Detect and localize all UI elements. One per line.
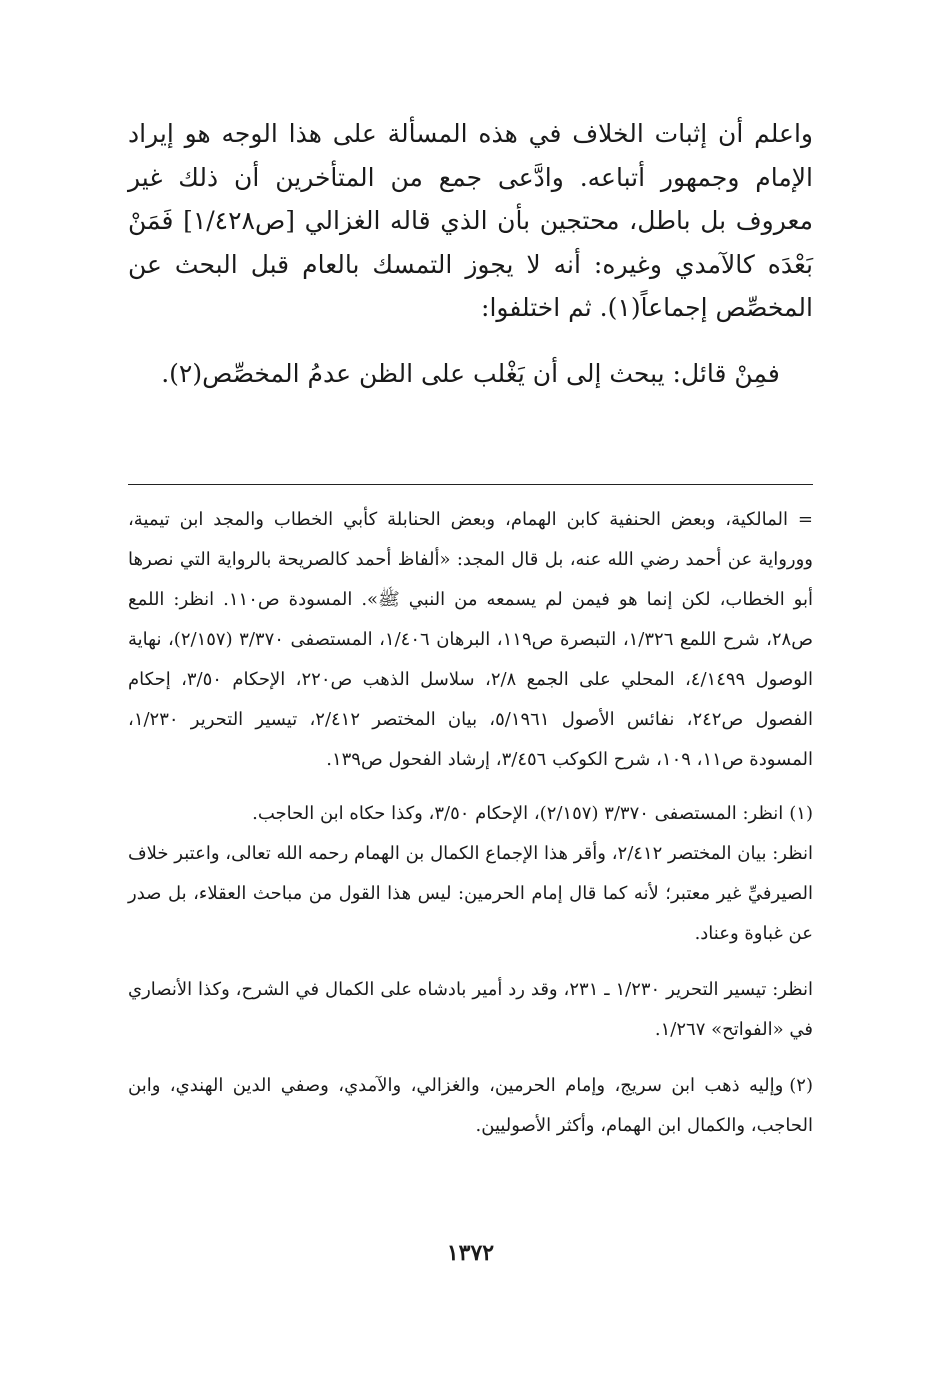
footnote-2-text: وإليه ذهب ابن سريج، وإمام الحرمين، والغزالي، والآمدي، وصفي الدين الهندي، وابن الحاجب، والكمال ابن الهمام، وأكثر الأصوليين.: [128, 1075, 813, 1136]
footnote-1-third: انظر: تيسير التحرير ١/٢٣٠ ـ ٢٣١، وقد رد أمير بادشاه على الكمال في الشرح، وكذا الأنصاري في «الفواتح» ١/٢٦٧.: [128, 979, 814, 1040]
footnote-continuation: = المالكية، وبعض الحنفية كابن الهمام، وبعض الحنابلة كأبي الخطاب والمجد ابن تيمية، وورواية عن أحمد رضي الله عنه، بل قال المجد: «ألفاظ أحمد كالصريحة بالرواية التي نصرها أبو الخطاب، لكن إنما هو فيمن لم يسمعه من النبي ﷺ». المسودة ص١١٠. انظر: اللمع ص٢٨، شرح اللمع ١/٣٢٦، التبصرة ص١١٩، البرهان ١/٤٠٦، المستصفى ٣/٣٧٠ (٢/١٥٧)، نهاية الوصول ٤/١٤٩٩، المحلي على الجمع ٢/٨، سلاسل الذهب ص٢٢٠، الإحكام ٣/٥٠، إحكام الفصول ص٢٤٢، نفائس الأصول ٥/١٩٦١، بيان المختصر ٢/٤١٢، تيسير التحرير ١/٢٣٠، المسودة ص١١، ١٠٩، شرح الكوكب ٣/٤٥٦، إرشاد الفحول ص١٣٩.: [128, 509, 814, 770]
footnote-1: [128, 794, 813, 834]
footnote-1-second: انظر: بيان المختصر ٢/٤١٢، وأقر هذا الإجماع الكمال بن الهمام رحمه الله تعالى، واعتبر خلاف الصيرفيِّ غير معتبر؛ لأنه كما قال إمام الحرمين: ليس هذا القول من مباحث العقلاء، بل صدر عن غباوة وعناد.: [128, 843, 813, 944]
footnote-1-marker: (١): [789, 803, 813, 824]
footnote-divider: [128, 484, 813, 485]
main-centered-line: فمِنْ قائل: يبحث إلى أن يَغْلب على الظن عدمُ المخصِّص(٢).: [161, 358, 780, 388]
page-number: ١٣٧٢: [446, 1240, 495, 1266]
footnote-2: [128, 1066, 813, 1146]
footnotes: [128, 500, 813, 1146]
footnote-1-first: انظر: المستصفى ٣/٣٧٠ (٢/١٥٧)، الإحكام ٣/٥٠، وكذا حكاه ابن الحاجب.: [252, 803, 784, 824]
main-paragraph: واعلم أن إثبات الخلاف في هذه المسألة على هذا الوجه هو إيراد الإمام وجمهور أتباعه. وادَّعى جمع من المتأخرين أن ذلك غير معروف بل باطل، محتجين بأن الذي قاله الغزالي [ص١/٤٢٨] فَمَنْ بَعْدَه كالآمدي وغيره: أنه لا يجوز التمسك بالعام قبل البحث عن المخصِّص إجماعاً(١). ثم اختلفوا:: [128, 119, 813, 322]
footnote-2-marker: (٢): [789, 1075, 813, 1096]
main-text: [128, 112, 813, 395]
